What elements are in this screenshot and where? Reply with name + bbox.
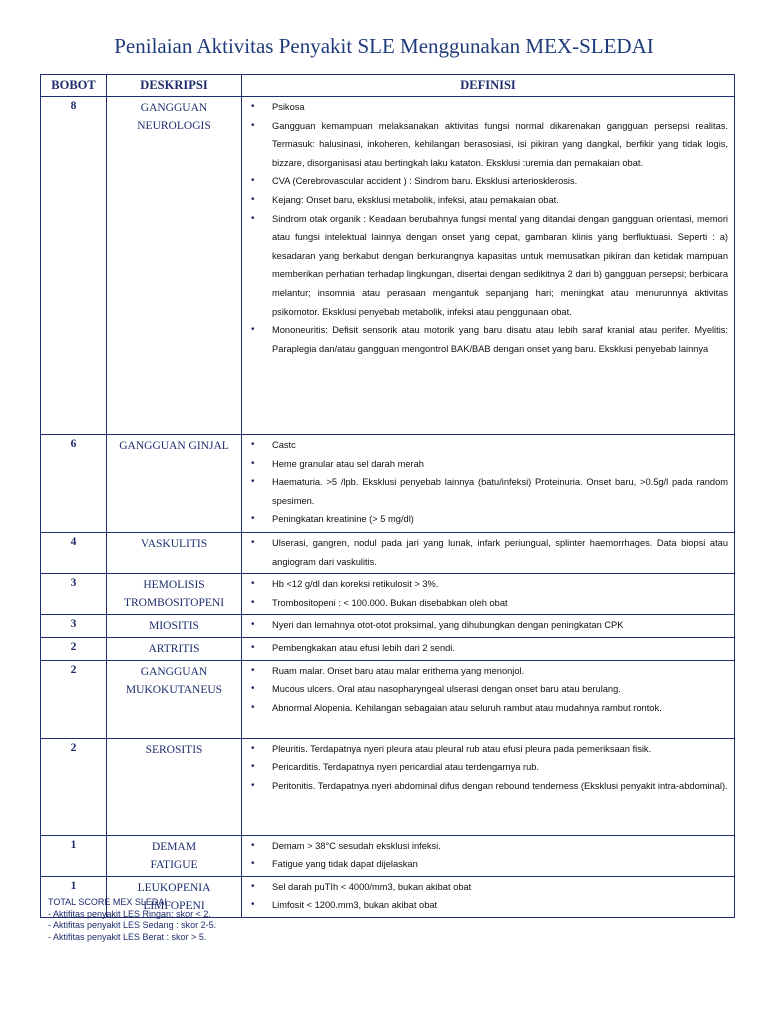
deskripsi-line: SEROSITIS [145, 743, 203, 756]
table-row [41, 660, 735, 738]
deskripsi-line: DEMAM [151, 840, 197, 853]
definisi-text: Pleuritis. Terdapatnya nyeri pleura atau pleural rub atau efusi pleura pada pemeriksaan fisik. [272, 743, 652, 754]
definisi-list [242, 98, 728, 358]
bobot-cell: 4 [41, 533, 107, 574]
table-row [41, 435, 735, 533]
bullet-icon: • [251, 119, 255, 131]
definisi-text: Haematuria. >5 /lpb. Eksklusi penyebab lainnya (batu/infeksi) Proteinuria. Onset baru, >0.5g/l pada random spesimen. [272, 477, 728, 506]
definisi-text: Peritonitis. Terdapatnya nyeri abdominal difus dengan rebound tenderness (Eksklusi penyakit intra-abdominal). [272, 780, 728, 791]
definisi-text: Gangguan kemampuan melaksanakan aktivitas fungsi normal dikarenakan gangguan persepsi realitas. Termasuk: halusinasi, inkoheren, kehilangan berasosiasi, isi pikiran yang dangkal, berfikir yang tidak logis, bizzare, disorganisasi atau bertingkah laku kataton. Eksklusi :uremia dan pemakaian obat. [272, 120, 728, 168]
deskripsi-line: LEUKOPENIA [137, 881, 211, 894]
deskripsi-line: NEUROLOGIS [137, 120, 211, 132]
definisi-cell [242, 574, 735, 615]
list-item [242, 455, 728, 474]
header-bobot: BOBOT [41, 75, 107, 97]
table-body [41, 97, 735, 918]
definisi-text: Sel darah puTIh < 4000/mm3, bukan akibat obat [272, 881, 472, 892]
definisi-list [242, 534, 728, 571]
list-item [242, 639, 728, 658]
deskripsi-line: LIMFOPENI [143, 899, 205, 912]
bullet-icon: • [251, 779, 255, 791]
definisi-text: Ulserasi, gangren, nodul pada jari yang lunak, infark periungual, splinter haemorrhages. Data biopsi atau angiogram dari vaskulitis. [272, 538, 728, 567]
deskripsi-line: ARTRITIS [148, 642, 200, 655]
definisi-list [242, 878, 728, 915]
bullet-icon: • [251, 324, 255, 336]
definisi-text: Peningkatan kreatinine (> 5 mg/dl) [272, 514, 414, 525]
list-item [242, 662, 728, 681]
bobot-cell: 6 [41, 435, 107, 533]
bullet-icon: • [251, 899, 255, 911]
list-item [242, 534, 728, 571]
deskripsi-cell [107, 738, 242, 835]
bullet-icon: • [251, 664, 255, 676]
definisi-text: Pembengkakan atau efusi lebih dari 2 sendi. [272, 642, 455, 653]
bullet-icon: • [251, 513, 255, 525]
list-item [242, 740, 728, 759]
definisi-list [242, 740, 728, 796]
bullet-icon: • [251, 578, 255, 590]
bullet-icon: • [251, 193, 255, 205]
bobot-cell: 2 [41, 660, 107, 738]
header-deskripsi: DESKRIPSI [107, 75, 242, 97]
bullet-icon: • [251, 457, 255, 469]
list-item [242, 510, 728, 529]
bullet-icon: • [251, 858, 255, 870]
list-item [242, 699, 728, 718]
header-definisi: DEFINISI [242, 75, 735, 97]
bobot-cell: 3 [41, 574, 107, 615]
deskripsi-line: GANGGUAN GINJAL [119, 440, 229, 452]
bobot-cell: 3 [41, 615, 107, 638]
table-row [41, 574, 735, 615]
definisi-text: Trombositopeni : < 100.000. Bukan disebabkan oleh obat [272, 597, 508, 608]
list-item [242, 878, 728, 897]
total-score-notes [48, 897, 216, 943]
definisi-text: Heme granular atau sel darah merah [272, 458, 424, 469]
table-row [41, 738, 735, 835]
list-item [242, 616, 728, 635]
definisi-text: Abnormal Alopenia. Kehilangan sebagaian atau seluruh rambut atau mudahnya rambut rontok. [272, 702, 662, 713]
table-row [41, 835, 735, 876]
deskripsi-line: HEMOLISIS [143, 579, 205, 592]
definisi-text: Demam > 38°C sesudah eksklusi infeksi. [272, 840, 441, 851]
definisi-cell [242, 97, 735, 435]
deskripsi-cell [107, 835, 242, 876]
definisi-text: Castc [272, 440, 296, 450]
bobot-cell: 2 [41, 637, 107, 660]
deskripsi-line: FATIGUE [150, 858, 198, 871]
definisi-text: Mucous ulcers. Oral atau nasopharyngeal ulserasi dengan onset baru atau berulang. [272, 684, 621, 695]
deskripsi-cell [107, 660, 242, 738]
deskripsi-cell [107, 637, 242, 660]
deskripsi-cell [107, 435, 242, 533]
list-item [242, 210, 728, 322]
list-item [242, 436, 728, 455]
page-title: Penilaian Aktivitas Penyakit SLE Menggunakan MEX-SLEDAI [114, 34, 654, 58]
definisi-text: Ruam malar. Onset baru atau malar erithema yang menonjol. [272, 665, 525, 676]
list-item [242, 896, 728, 915]
definisi-list [242, 575, 728, 612]
bullet-icon: • [251, 212, 255, 224]
definisi-list [242, 837, 728, 874]
bullet-icon: • [251, 101, 255, 112]
definisi-text: CVA (Cerebrovascular accident ) : Sindrom baru. Eksklusi arteriosklerosis. [272, 176, 578, 187]
table-header-row [41, 75, 735, 97]
list-item [242, 473, 728, 510]
deskripsi-line: MIOSITIS [149, 620, 199, 633]
definisi-text: Kejang: Onset baru, eksklusi metabolik, infeksi, atau pemakaian obat. [272, 194, 559, 205]
bullet-icon: • [251, 619, 255, 631]
definisi-text: Fatigue yang tidak dapat dijelaskan [272, 859, 418, 870]
bullet-icon: • [251, 683, 255, 695]
bobot-cell: 8 [41, 97, 107, 435]
bobot-cell: 1 [41, 835, 107, 876]
definisi-cell [242, 637, 735, 660]
bullet-icon: • [251, 439, 255, 450]
definisi-list [242, 662, 728, 718]
definisi-text: Mononeuritis: Defisit sensorik atau motorik yang baru disatu atau lebih saraf kranial atau perifer. Myelitis: Paraplegia dan/atau gangguan mengontrol BAK/BAB dengan onset yang baru. Eksklusi penyebab lainnya [272, 325, 728, 354]
definisi-text: Limfosit < 1200.mm3, bukan akibat obat [272, 900, 438, 911]
bobot-cell: 1 [41, 876, 107, 917]
deskripsi-cell [107, 615, 242, 638]
table-row [41, 615, 735, 638]
bullet-icon: • [251, 476, 255, 488]
definisi-text: Psikosa [272, 102, 305, 112]
table-row [41, 637, 735, 660]
deskripsi-line: GANGGUAN [140, 102, 208, 114]
definisi-cell [242, 533, 735, 574]
score-line-sedang: - Aktifitas penyakit LES Sedang : skor 2-5. [48, 920, 217, 930]
bullet-icon: • [251, 761, 255, 773]
definisi-list [242, 436, 728, 529]
deskripsi-line: VASKULITIS [140, 538, 208, 550]
list-item [242, 594, 728, 613]
deskripsi-line: MUKOKUTANEUS [125, 683, 223, 696]
bullet-icon: • [251, 701, 255, 713]
list-item [242, 855, 728, 874]
definisi-text: Pericarditis. Terdapatnya nyeri pericardial atau terdengarnya rub. [272, 762, 540, 773]
definisi-text: Hb <12 g/dl dan koreksi retikulosit > 3%. [272, 579, 439, 590]
list-item [242, 837, 728, 856]
definisi-cell [242, 738, 735, 835]
mex-sledai-table [40, 74, 735, 918]
definisi-cell [242, 835, 735, 876]
deskripsi-cell [107, 97, 242, 435]
deskripsi-line: TROMBOSITOPENI [123, 597, 225, 610]
bobot-cell: 2 [41, 738, 107, 835]
score-line-berat: - Aktifitas penyakit LES Berat : skor > 5. [48, 931, 207, 942]
bullet-icon: • [251, 596, 255, 608]
definisi-list [242, 616, 728, 635]
bullet-icon: • [251, 880, 255, 892]
list-item [242, 777, 728, 796]
list-item [242, 98, 728, 117]
list-item [242, 758, 728, 777]
list-item [242, 680, 728, 699]
definisi-text: Nyeri dan lemahnya otot-otot proksimal, yang dihubungkan dengan peningkatan CPK [272, 620, 624, 631]
table-row [41, 533, 735, 574]
deskripsi-cell [107, 533, 242, 574]
list-item [242, 575, 728, 594]
list-item [242, 321, 728, 358]
bullet-icon: • [251, 839, 255, 851]
definisi-text: Sindrom otak organik : Keadaan berubahnya fungsi mental yang ditandai dengan gangguan orientasi, memori atau fungsi intelektual lainnya dengan onset yang cepat, gambaran klinis yang berfluktuasi. Seperti : a) kesadaran yang berkabut dengan berkurangnya kapasitas untuk memusatkan pikiran dan ketidak mampuan memberikan perhatian terhadap lingkungan, disertai dengan sedikitnya 2 dari b) gangguan persepsi; berbicara melantur; insomnia atau perasaan mengantuk sepanjang hari; meningkat atau menurunnya aktivitas psikomotor. Eksklusi penyebab metabolik, infeksi atau penggunaan obat. [272, 213, 728, 317]
list-item [242, 117, 728, 173]
definisi-cell [242, 660, 735, 738]
deskripsi-cell [107, 574, 242, 615]
bullet-icon: • [251, 537, 255, 548]
definisi-cell [242, 876, 735, 917]
total-score-title: TOTAL SCORE MEX SLEDAI [48, 897, 167, 907]
deskripsi-line: GANGGUAN [140, 665, 208, 678]
list-item [242, 191, 728, 210]
score-line-ringan: - Aktifitas penyakit LES Ringan: skor < 2. [48, 908, 211, 919]
bullet-icon: • [251, 641, 255, 653]
table-row [41, 97, 735, 435]
definisi-cell [242, 435, 735, 533]
definisi-list [242, 639, 728, 658]
definisi-cell [242, 615, 735, 638]
bullet-icon: • [251, 742, 255, 754]
bullet-icon: • [251, 175, 255, 187]
list-item [242, 172, 728, 191]
